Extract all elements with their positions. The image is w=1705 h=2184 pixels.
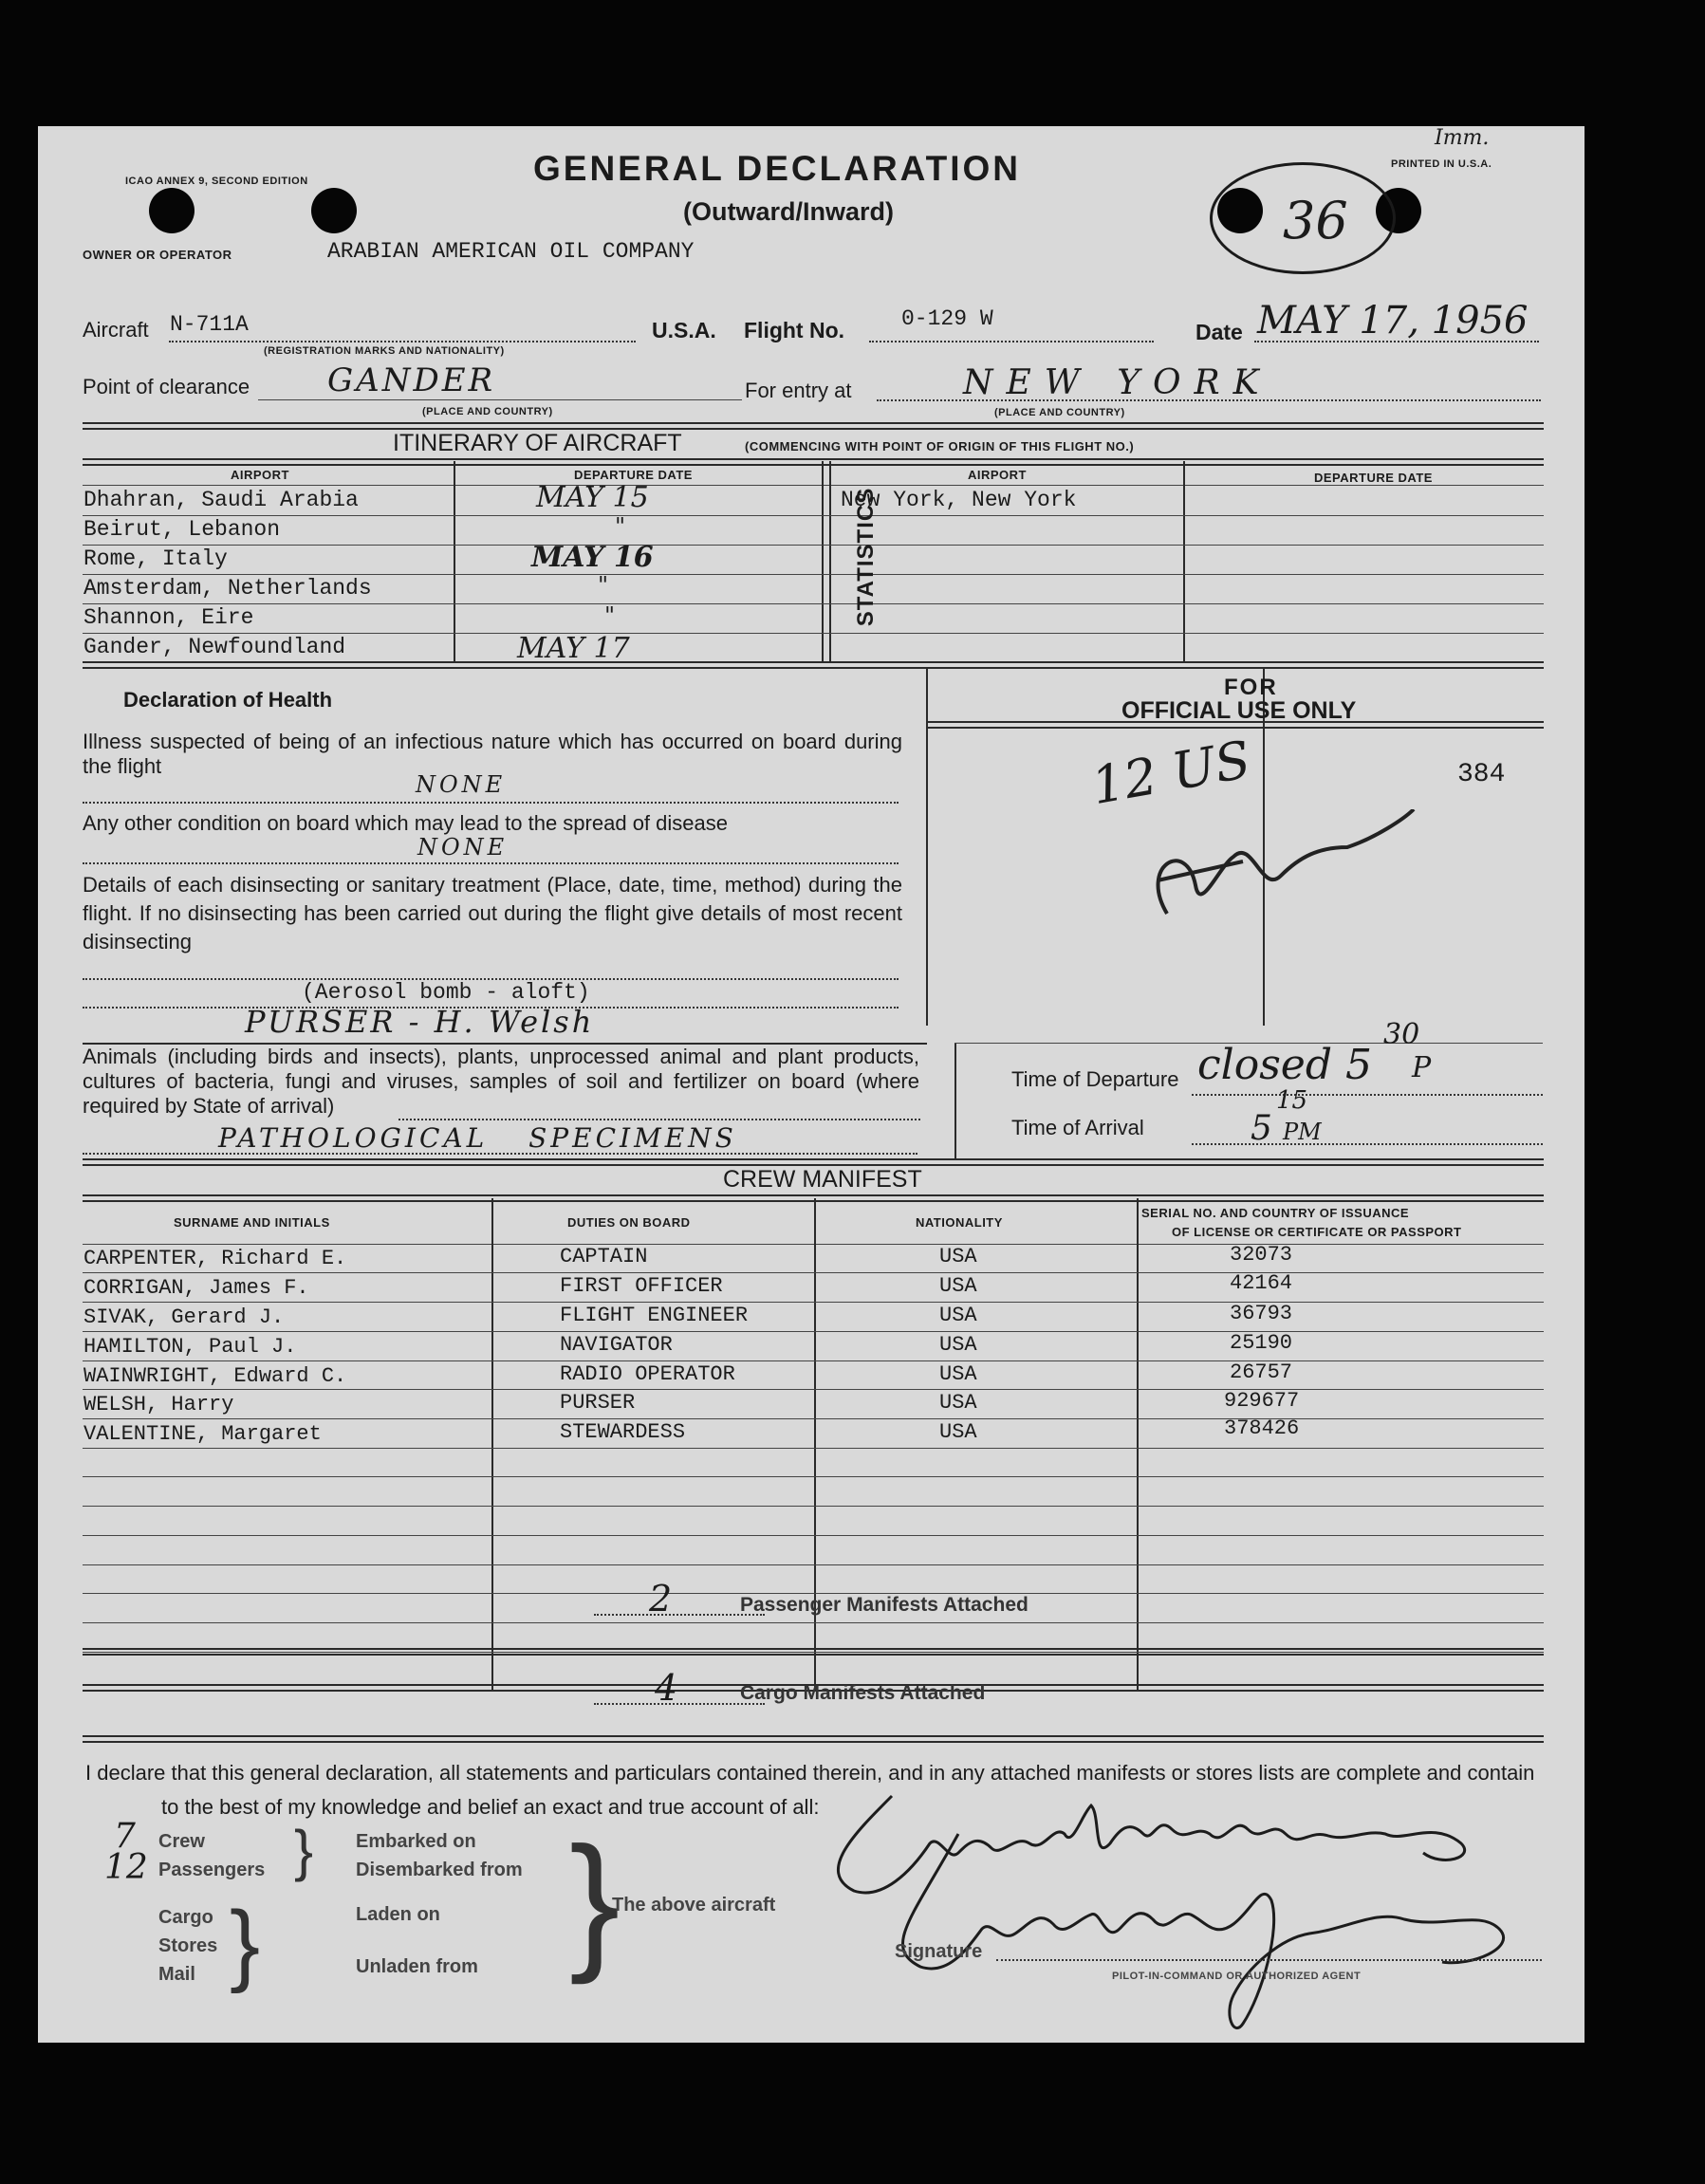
official-scribble: [1129, 809, 1423, 937]
signature-label: Signature: [895, 1941, 983, 1962]
crew-nationality: USA: [939, 1420, 977, 1444]
crew-row-line: [83, 1448, 1544, 1449]
arrival-value: 5: [1251, 1109, 1272, 1148]
itin-date: MAY 15: [536, 481, 649, 514]
itin-date: ": [615, 513, 626, 540]
signature-image: [816, 1777, 1575, 2038]
health-a3-hand: PURSER - H. Welsh: [245, 1004, 595, 1040]
brace-icon: }: [569, 1815, 621, 1985]
signature-line: [996, 1959, 1542, 1961]
declaration-statement: I declare that this general declaration, all statements and particulars contained therein, and in any attached manifests or stores lists are complete and contain to the best of my knowledge and belief an exact and true account of all:: [85, 1761, 1535, 1819]
itinerary-top-rule: [83, 422, 1544, 430]
health-a4-line2: [83, 1153, 917, 1155]
itinerary-bottom-rule: [83, 661, 1544, 669]
crew-title: CREW MANIFEST: [723, 1166, 922, 1193]
crew-name: SIVAK, Gerard J.: [83, 1305, 285, 1329]
crew-name: CORRIGAN, James F.: [83, 1276, 309, 1300]
health-a1: NONE: [416, 771, 507, 798]
crew-row-line: [83, 1272, 1544, 1273]
cargo-manifest-label: Cargo Manifests Attached: [740, 1682, 986, 1704]
punch-hole: [149, 188, 195, 233]
itinerary-row-line: [83, 545, 1544, 546]
col-airport-2: AIRPORT: [968, 468, 1027, 482]
arrival-line: [1192, 1143, 1543, 1145]
clearance-label: Point of clearance: [83, 375, 250, 398]
crew-col-nationality: NATIONALITY: [916, 1215, 1003, 1230]
crew-col-duties: DUTIES ON BOARD: [567, 1215, 691, 1230]
crew-name: WELSH, Harry: [83, 1393, 234, 1416]
arrival-pm: PM: [1283, 1119, 1322, 1145]
crew-duty: STEWARDESS: [560, 1420, 686, 1444]
crew-row-line: [83, 1476, 1544, 1477]
crew-top-rule: [83, 1158, 1544, 1166]
aircraft-line: [169, 341, 636, 342]
crew-duty: NAVIGATOR: [560, 1333, 673, 1357]
itinerary-row-line: [83, 603, 1544, 604]
unladen-label: Unladen from: [356, 1956, 478, 1977]
itin-date: MAY 16: [531, 541, 654, 574]
crew-row-line: [83, 1535, 1544, 1536]
crew-duty: CAPTAIN: [560, 1245, 648, 1268]
imm-note: Imm.: [1435, 126, 1490, 150]
passenger-count: 12: [104, 1848, 148, 1887]
crew-duty: PURSER: [560, 1391, 636, 1415]
itinerary-row-line: [83, 633, 1544, 634]
col-airport: AIRPORT: [231, 468, 289, 482]
crew-row-line: [83, 1389, 1544, 1390]
departure-label: Time of Departure: [1011, 1067, 1179, 1091]
crew-serial: 25190: [1230, 1331, 1293, 1355]
scribble-icon: [1129, 809, 1423, 933]
itin-airport: Rome, Italy: [83, 546, 228, 571]
cargo-manifest-count: 4: [655, 1667, 678, 1709]
itin-airport: Shannon, Eire: [83, 605, 254, 630]
departure-line: [1192, 1094, 1543, 1096]
brace-icon: }: [294, 1819, 314, 1882]
crew-serial: 36793: [1230, 1302, 1293, 1325]
departure-sup: 30: [1383, 1018, 1420, 1051]
times-left-border: [954, 1043, 956, 1160]
crew-row-line: [83, 1418, 1544, 1419]
departure-p: P: [1412, 1051, 1432, 1084]
above-aircraft-label: The above aircraft: [612, 1895, 776, 1916]
declaration-form: [38, 126, 1585, 2043]
crew-row-line: [83, 1360, 1544, 1361]
statistics-stamp: STATISTICS: [853, 487, 880, 627]
departure-value: closed 5: [1197, 1041, 1372, 1089]
health-a2: NONE: [417, 834, 509, 861]
itin-airport: Amsterdam, Netherlands: [83, 576, 372, 601]
crew-label: Crew: [158, 1831, 205, 1852]
itin-date: ": [604, 602, 616, 629]
official-handwritten-note: 12 US: [1086, 729, 1255, 817]
punch-hole: [311, 188, 357, 233]
entry-value: NEW YORK: [963, 363, 1272, 402]
crew-row-line: [83, 1622, 1544, 1623]
crew-name: HAMILTON, Paul J.: [83, 1335, 297, 1359]
form-subtitle: (Outward/Inward): [683, 197, 894, 226]
nationality-value: U.S.A.: [652, 318, 716, 342]
crew-serial: 42164: [1230, 1271, 1293, 1295]
health-a4-line: [398, 1119, 920, 1120]
crew-serial: 929677: [1224, 1389, 1300, 1413]
passenger-manifest-count: 2: [649, 1578, 673, 1619]
laden-label: Laden on: [356, 1904, 440, 1925]
date-label: Date: [1195, 320, 1243, 344]
aircraft-label: Aircraft: [83, 318, 149, 342]
manifests-rule: [83, 1648, 1544, 1656]
flight-no-line: [869, 341, 1154, 342]
official-title-2: OFFICIAL USE ONLY: [1121, 697, 1357, 724]
passenger-manifest-label: Passenger Manifests Attached: [740, 1594, 1029, 1616]
crew-col-name: SURNAME AND INITIALS: [174, 1215, 330, 1230]
clearance-caption: (PLACE AND COUNTRY): [422, 406, 553, 417]
itin-date: MAY 17: [517, 632, 630, 665]
col-departure: DEPARTURE DATE: [574, 468, 693, 482]
cargo-label: Cargo: [158, 1907, 213, 1928]
crew-row-line: [83, 1564, 1544, 1565]
health-q2: Any other condition on board which may lead to the spread of disease: [83, 811, 728, 835]
icao-annex-label: ICAO ANNEX 9, SECOND EDITION: [125, 176, 308, 187]
owner-value: ARABIAN AMERICAN OIL COMPANY: [327, 239, 695, 264]
health-q3: Details of each disinsecting or sanitary treatment (Place, date, time, method) during the flight. If no disinsecting has been carried out during the flight give details of most recent disinsecting: [83, 873, 902, 953]
entry-line: [877, 399, 1541, 401]
brace-icon: }: [230, 1893, 261, 1994]
date-line: [1254, 341, 1539, 342]
itin-airport: Gander, Newfoundland: [83, 635, 346, 659]
crew-name: VALENTINE, Margaret: [83, 1422, 322, 1446]
passenger-count-line: [594, 1614, 765, 1616]
crew-serial: 26757: [1230, 1360, 1293, 1384]
crew-col-serial-2: OF LICENSE OR CERTIFICATE OR PASSPORT: [1172, 1225, 1462, 1239]
crew-duty: RADIO OPERATOR: [560, 1362, 735, 1386]
crew-name: CARPENTER, Richard E.: [83, 1247, 347, 1270]
itinerary-header-rule: [83, 458, 1544, 466]
itinerary-row-line: [83, 515, 1544, 516]
cargo-count-line: [594, 1703, 765, 1705]
itin-airport-2: New York, New York: [841, 488, 1077, 512]
crew-nationality: USA: [939, 1362, 977, 1386]
official-typed-number: 384: [1457, 760, 1506, 789]
owner-label: OWNER OR OPERATOR: [83, 248, 232, 262]
arrival-sup: 15: [1276, 1086, 1308, 1115]
entry-caption: (PLACE AND COUNTRY): [994, 407, 1125, 418]
declaration-rule: [83, 1735, 1544, 1743]
crew-serial: 32073: [1230, 1243, 1293, 1267]
flight-no-value: 0-129 W: [901, 306, 993, 331]
crew-header-rule: [83, 1194, 1544, 1202]
embarked-label: Embarked on: [356, 1831, 476, 1852]
crew-nationality: USA: [939, 1391, 977, 1415]
arrival-label: Time of Arrival: [1011, 1116, 1144, 1139]
itinerary-title-note: (COMMENCING WITH POINT OF ORIGIN OF THIS FLIGHT NO.): [745, 439, 1135, 453]
crew-duty: FIRST OFFICER: [560, 1274, 723, 1298]
crew-header-line: [83, 1244, 1544, 1245]
itinerary-row-line: [83, 574, 1544, 575]
clearance-value: GANDER: [327, 361, 496, 399]
date-value: MAY 17, 1956: [1257, 299, 1529, 342]
disembarked-label: Disembarked from: [356, 1860, 523, 1880]
itin-airport: Dhahran, Saudi Arabia: [83, 488, 359, 512]
health-q4: Animals (including birds and insects), plants, unprocessed animal and plant products, cultures of bacteria, fungi and viruses, samples of soil and fertilizer on board (where required by State of arrival): [83, 1045, 919, 1118]
itinerary-header-line: [83, 485, 1544, 486]
crew-col-serial-1: SERIAL NO. AND COUNTRY OF ISSUANCE: [1141, 1206, 1410, 1220]
health-a3-typed: (Aerosol bomb - aloft): [302, 980, 590, 1005]
entry-label: For entry at: [745, 379, 852, 402]
health-a1-line: [83, 802, 899, 804]
crew-row-line: [83, 1331, 1544, 1332]
passengers-label: Passengers: [158, 1860, 266, 1880]
health-a4: PATHOLOGICAL SPECIMENS: [218, 1122, 737, 1154]
printed-in-label: PRINTED IN U.S.A.: [1391, 158, 1492, 170]
signature-icon: [816, 1777, 1575, 2033]
form-title: GENERAL DECLARATION: [533, 149, 1022, 188]
crew-nationality: USA: [939, 1304, 977, 1327]
signature-caption: PILOT-IN-COMMAND OR AUTHORIZED AGENT: [1112, 1971, 1362, 1982]
crew-serial: 378426: [1224, 1416, 1300, 1440]
crew-nationality: USA: [939, 1274, 977, 1298]
health-q1: Illness suspected of being of an infectious nature which has occurred on board during the flight: [83, 730, 902, 778]
health-a2-line: [83, 862, 899, 864]
crew-nationality: USA: [939, 1333, 977, 1357]
health-title: Declaration of Health: [123, 688, 333, 712]
mail-label: Mail: [158, 1964, 195, 1985]
stores-label: Stores: [158, 1935, 218, 1956]
registration-caption: (REGISTRATION MARKS AND NATIONALITY): [264, 345, 505, 357]
crew-count: 7: [114, 1817, 136, 1856]
crew-row-line: [83, 1302, 1544, 1303]
crew-row-line: [83, 1506, 1544, 1507]
flight-no-label: Flight No.: [744, 318, 845, 342]
page-number: 36: [1283, 191, 1348, 250]
clearance-line: [258, 399, 742, 400]
aircraft-value: N-711A: [170, 312, 249, 337]
crew-name: WAINWRIGHT, Edward C.: [83, 1364, 347, 1388]
crew-nationality: USA: [939, 1245, 977, 1268]
official-title-1: FOR: [1224, 675, 1278, 700]
itin-airport: Beirut, Lebanon: [83, 517, 281, 542]
itin-date: ": [598, 572, 609, 599]
itinerary-title: ITINERARY OF AIRCRAFT: [393, 430, 682, 456]
col-departure-2: DEPARTURE DATE: [1314, 471, 1433, 485]
crew-duty: FLIGHT ENGINEER: [560, 1304, 749, 1327]
